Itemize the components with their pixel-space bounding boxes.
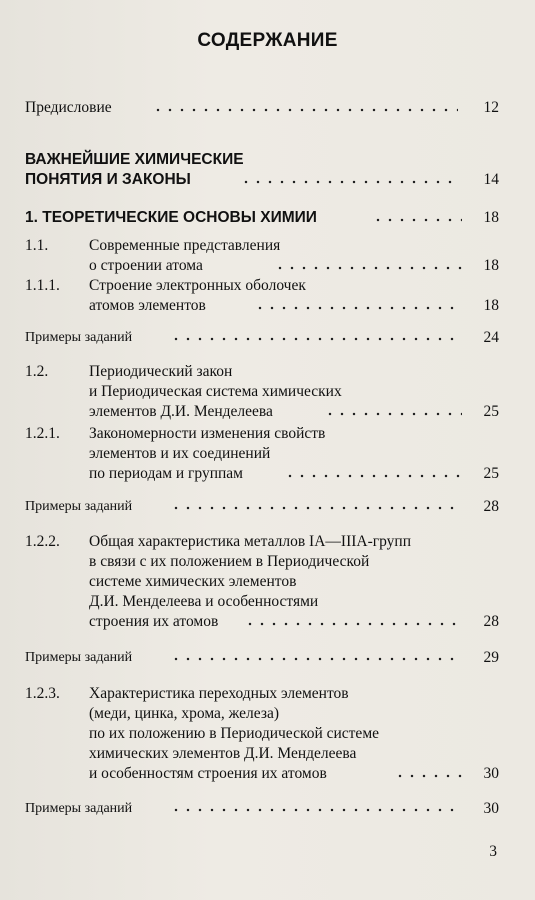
entry-text: Современные представления — [89, 237, 281, 254]
page-number: 14 — [483, 171, 499, 188]
entry-text: Закономерности изменения свойств — [89, 425, 326, 442]
section-number: 1.2.2. — [25, 533, 60, 550]
entry-text: (меди, цинка, хрома, железа) — [89, 705, 280, 722]
entry-text: Периодический закон — [89, 363, 233, 380]
section-number: 1.2. — [25, 363, 49, 380]
entry-text: Характеристика переходных элементов — [89, 685, 349, 702]
entry-text: в связи с их положением в Периодической — [89, 553, 370, 570]
entry-text: элементов Д.И. Менделеева — [89, 403, 273, 420]
entry-text: системе химических элементов — [89, 573, 297, 590]
entry-text: Примеры заданий — [25, 801, 133, 816]
section-number: 1.1. — [25, 237, 49, 254]
entry-text: и Периодическая система химических — [89, 383, 342, 400]
entry-text: 1. ТЕОРЕТИЧЕСКИЕ ОСНОВЫ ХИМИИ — [25, 209, 317, 226]
page-number: 30 — [483, 765, 499, 782]
entry-text: Общая характеристика металлов IA—IIIA-групп — [89, 533, 411, 550]
leader-dots — [170, 506, 462, 510]
entry-text: по их положению в Периодической системе — [89, 725, 380, 742]
leader-dots — [170, 808, 462, 812]
section-number: 1.2.3. — [25, 685, 60, 702]
entry-text: ВАЖНЕЙШИЕ ХИМИЧЕСКИЕ — [25, 151, 244, 168]
page-number: 29 — [483, 649, 499, 666]
leader-dots — [274, 266, 462, 270]
page-number: 12 — [483, 99, 499, 116]
entry-text: Д.И. Менделеева и особенностями — [89, 593, 319, 610]
entry-text: Примеры заданий — [25, 650, 133, 665]
leader-dots — [372, 218, 462, 222]
page-number: 24 — [483, 329, 499, 346]
entry-text: элементов и их соединений — [89, 445, 271, 462]
entry-text: Строение электронных оболочек — [89, 277, 306, 294]
leader-dots — [170, 657, 462, 661]
entry-text: о строении атома — [89, 257, 203, 274]
section-number: 1.1.1. — [25, 277, 60, 294]
section-number: 1.2.1. — [25, 425, 60, 442]
leader-dots — [244, 622, 462, 626]
leader-dots — [170, 337, 462, 341]
entry-text: строения их атомов — [89, 613, 219, 630]
leader-dots — [240, 180, 460, 184]
page-number: 28 — [483, 498, 499, 515]
page-number: 18 — [483, 209, 499, 226]
entry-text: Примеры заданий — [25, 330, 133, 345]
entry-text: Примеры заданий — [25, 499, 133, 514]
page-number: 18 — [483, 297, 499, 314]
entry-text: химических элементов Д.И. Менделеева — [89, 745, 357, 762]
leader-dots — [254, 306, 462, 310]
page-title: СОДЕРЖАНИЕ — [197, 30, 338, 51]
entry-text: и особенностям строения их атомов — [89, 765, 327, 782]
entry-text: атомов элементов — [89, 297, 206, 314]
leader-dots — [324, 412, 462, 416]
page-folio: 3 — [489, 843, 497, 860]
page-number: 28 — [483, 613, 499, 630]
leader-dots — [284, 474, 462, 478]
page-number: 18 — [483, 257, 499, 274]
entry-text: по периодам и группам — [89, 465, 243, 482]
page-number: 25 — [483, 403, 499, 420]
leader-dots — [394, 774, 462, 778]
page-number: 30 — [483, 800, 499, 817]
leader-dots — [152, 108, 458, 112]
entry-text: ПОНЯТИЯ И ЗАКОНЫ — [25, 171, 191, 188]
page-number: 25 — [483, 465, 499, 482]
entry-text: Предисловие — [25, 99, 112, 116]
